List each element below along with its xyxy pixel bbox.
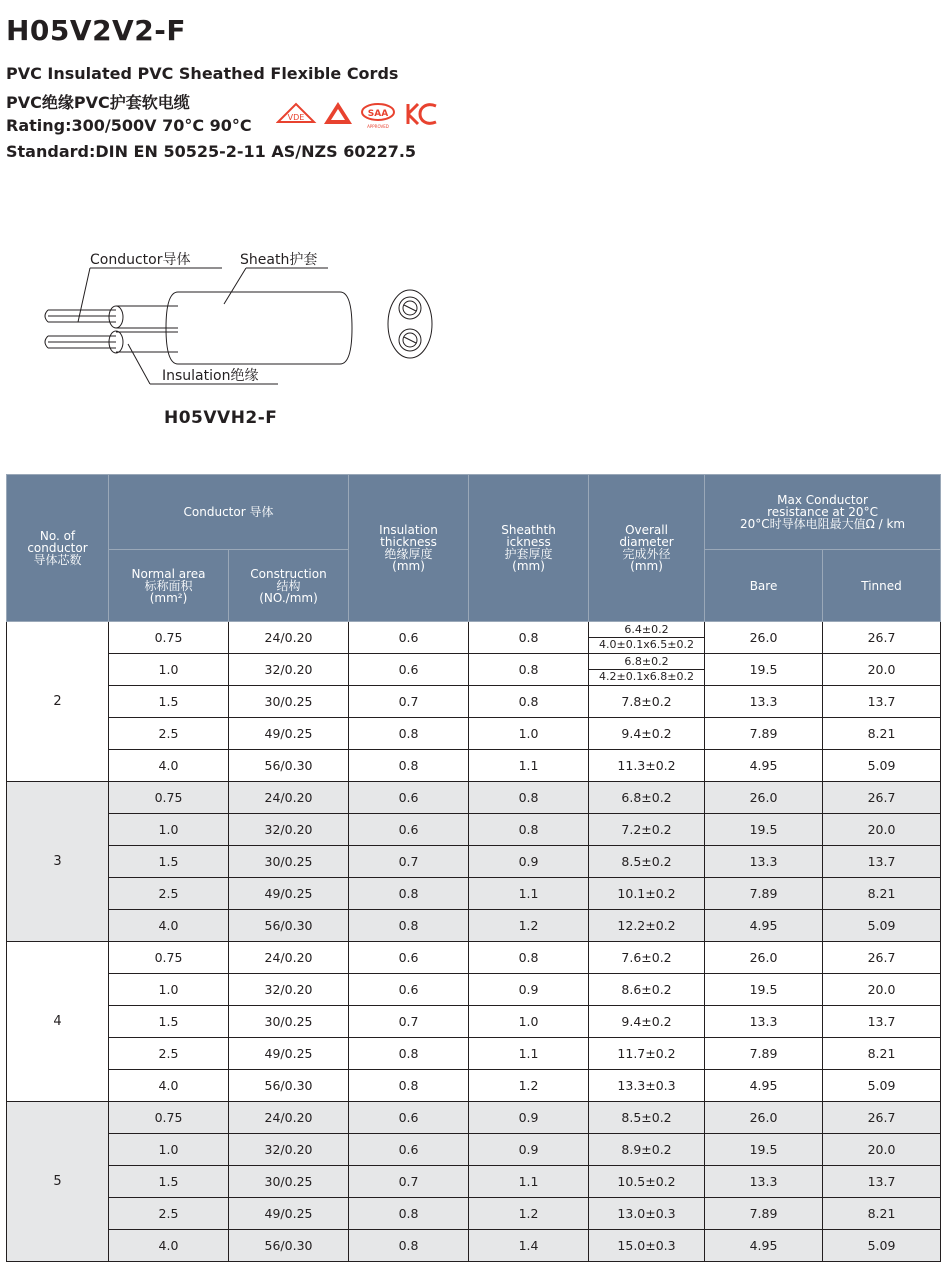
cell-tinned: 20.0 bbox=[823, 654, 941, 686]
diagram-caption: H05VVH2-F bbox=[164, 408, 278, 428]
cell-sheath: 1.2 bbox=[469, 1070, 589, 1102]
kc-mark-icon bbox=[408, 104, 436, 124]
cell-cores: 3 bbox=[7, 782, 109, 942]
cell-sheath: 1.1 bbox=[469, 878, 589, 910]
cell-overall: 7.2±0.2 bbox=[589, 814, 705, 846]
table-row bbox=[7, 718, 941, 750]
cell-sheath: 1.4 bbox=[469, 1230, 589, 1262]
cell-tinned: 5.09 bbox=[823, 750, 941, 782]
cell-overall: 13.0±0.3 bbox=[589, 1198, 705, 1230]
cell-insulation: 0.8 bbox=[349, 910, 469, 942]
cell-overall bbox=[589, 654, 705, 686]
cell-sheath: 0.8 bbox=[469, 654, 589, 686]
cell-bare: 19.5 bbox=[705, 654, 823, 686]
table-row bbox=[7, 1134, 941, 1166]
cell-tinned: 13.7 bbox=[823, 686, 941, 718]
cell-bare: 13.3 bbox=[705, 846, 823, 878]
header-insulation-thickness: Insulation thickness 绝缘厚度 (mm) bbox=[349, 475, 469, 622]
cell-overall: 6.8±0.2 bbox=[589, 782, 705, 814]
cell-bare: 4.95 bbox=[705, 910, 823, 942]
header-resistance-group: Max Conductor resistance at 20°C 20°C时导体电阻最大值Ω / km bbox=[705, 475, 941, 550]
saa-mark-icon bbox=[362, 104, 394, 129]
cell-tinned: 20.0 bbox=[823, 974, 941, 1006]
subtitle-chinese: PVC绝缘PVC护套软电缆 bbox=[6, 93, 190, 112]
table-row bbox=[7, 750, 941, 782]
cell-bare: 19.5 bbox=[705, 814, 823, 846]
cell-sheath: 0.9 bbox=[469, 974, 589, 1006]
cell-tinned: 8.21 bbox=[823, 1038, 941, 1070]
cell-tinned: 5.09 bbox=[823, 1070, 941, 1102]
cell-cores: 5 bbox=[7, 1102, 109, 1262]
cell-overall: 10.1±0.2 bbox=[589, 878, 705, 910]
cell-insulation: 0.6 bbox=[349, 1134, 469, 1166]
header-sheath-thickness: Sheathth ickness 护套厚度 (mm) bbox=[469, 475, 589, 622]
cell-construction: 30/0.25 bbox=[229, 686, 349, 718]
cell-overall: 8.5±0.2 bbox=[589, 1102, 705, 1134]
cell-sheath: 0.8 bbox=[469, 686, 589, 718]
cell-area: 1.0 bbox=[109, 654, 229, 686]
table-row bbox=[7, 622, 941, 654]
cell-construction: 49/0.25 bbox=[229, 1198, 349, 1230]
cell-area: 2.5 bbox=[109, 1198, 229, 1230]
cell-bare: 19.5 bbox=[705, 974, 823, 1006]
cell-area: 1.5 bbox=[109, 1006, 229, 1038]
cell-insulation: 0.7 bbox=[349, 1166, 469, 1198]
cell-insulation: 0.6 bbox=[349, 782, 469, 814]
cell-construction: 56/0.30 bbox=[229, 910, 349, 942]
standard-text: Standard:DIN EN 50525-2-11 AS/NZS 60227.5 bbox=[6, 142, 417, 161]
cell-area: 0.75 bbox=[109, 1102, 229, 1134]
cell-tinned: 5.09 bbox=[823, 1230, 941, 1262]
svg-text:SAA: SAA bbox=[367, 109, 389, 119]
cell-area: 4.0 bbox=[109, 1070, 229, 1102]
cell-area: 2.5 bbox=[109, 1038, 229, 1070]
cell-construction: 24/0.20 bbox=[229, 1102, 349, 1134]
table-row bbox=[7, 1230, 941, 1262]
table-row bbox=[7, 1166, 941, 1198]
label-sheath: Sheath护套 bbox=[240, 252, 318, 268]
cell-insulation: 0.8 bbox=[349, 878, 469, 910]
ccc-mark-icon bbox=[324, 102, 352, 124]
cell-sheath: 1.1 bbox=[469, 750, 589, 782]
specification-table bbox=[6, 474, 941, 1262]
cell-area: 2.5 bbox=[109, 878, 229, 910]
cell-insulation: 0.6 bbox=[349, 622, 469, 654]
table-row bbox=[7, 846, 941, 878]
cell-insulation: 0.8 bbox=[349, 1198, 469, 1230]
cell-area: 0.75 bbox=[109, 942, 229, 974]
cell-overall: 11.3±0.2 bbox=[589, 750, 705, 782]
cell-area: 1.0 bbox=[109, 814, 229, 846]
cell-construction: 30/0.25 bbox=[229, 1166, 349, 1198]
cell-sheath: 1.1 bbox=[469, 1166, 589, 1198]
cell-overall: 8.9±0.2 bbox=[589, 1134, 705, 1166]
cell-tinned: 26.7 bbox=[823, 782, 941, 814]
cell-area: 2.5 bbox=[109, 718, 229, 750]
header-conductor-group: Conductor 导体 bbox=[109, 475, 349, 550]
cell-construction: 30/0.25 bbox=[229, 1006, 349, 1038]
table-row bbox=[7, 1006, 941, 1038]
certification-marks bbox=[276, 98, 444, 132]
label-conductor: Conductor导体 bbox=[90, 252, 191, 268]
header-overall-diameter: Overall diameter 完成外径 (mm) bbox=[589, 475, 705, 622]
cell-area: 1.0 bbox=[109, 974, 229, 1006]
table-row bbox=[7, 686, 941, 718]
cell-tinned: 8.21 bbox=[823, 718, 941, 750]
table-row bbox=[7, 1198, 941, 1230]
cell-construction: 49/0.25 bbox=[229, 718, 349, 750]
cell-tinned: 13.7 bbox=[823, 846, 941, 878]
cell-sheath: 0.9 bbox=[469, 1134, 589, 1166]
cell-cores: 2 bbox=[7, 622, 109, 782]
table-row bbox=[7, 1038, 941, 1070]
cell-overall bbox=[589, 622, 705, 654]
svg-text:VDE: VDE bbox=[287, 113, 305, 122]
cell-sheath: 1.2 bbox=[469, 1198, 589, 1230]
cell-construction: 32/0.20 bbox=[229, 654, 349, 686]
table-body bbox=[7, 622, 941, 1262]
cell-insulation: 0.8 bbox=[349, 1230, 469, 1262]
cell-sheath: 0.9 bbox=[469, 846, 589, 878]
cell-insulation: 0.6 bbox=[349, 1102, 469, 1134]
cell-bare: 13.3 bbox=[705, 1006, 823, 1038]
cell-sheath: 0.8 bbox=[469, 814, 589, 846]
cell-bare: 26.0 bbox=[705, 782, 823, 814]
cell-tinned: 26.7 bbox=[823, 622, 941, 654]
table-header bbox=[7, 475, 941, 622]
cell-overall: 15.0±0.3 bbox=[589, 1230, 705, 1262]
label-insulation: Insulation绝缘 bbox=[162, 368, 259, 384]
cell-cores: 4 bbox=[7, 942, 109, 1102]
cell-construction: 56/0.30 bbox=[229, 1070, 349, 1102]
cell-sheath: 1.2 bbox=[469, 910, 589, 942]
cell-tinned: 8.21 bbox=[823, 1198, 941, 1230]
cell-construction: 32/0.20 bbox=[229, 974, 349, 1006]
cell-construction: 49/0.25 bbox=[229, 1038, 349, 1070]
cell-overall-primary: 6.4±0.2 bbox=[589, 623, 704, 638]
cell-construction: 56/0.30 bbox=[229, 750, 349, 782]
vde-mark-icon bbox=[278, 104, 314, 122]
cell-bare: 26.0 bbox=[705, 622, 823, 654]
cell-tinned: 13.7 bbox=[823, 1166, 941, 1198]
cell-area: 4.0 bbox=[109, 750, 229, 782]
cell-bare: 26.0 bbox=[705, 942, 823, 974]
cell-bare: 7.89 bbox=[705, 1198, 823, 1230]
cell-bare: 7.89 bbox=[705, 718, 823, 750]
cell-insulation: 0.8 bbox=[349, 1038, 469, 1070]
cell-bare: 4.95 bbox=[705, 1230, 823, 1262]
cell-tinned: 5.09 bbox=[823, 910, 941, 942]
cell-bare: 26.0 bbox=[705, 1102, 823, 1134]
cell-insulation: 0.7 bbox=[349, 686, 469, 718]
cell-bare: 19.5 bbox=[705, 1134, 823, 1166]
cell-overall: 13.3±0.3 bbox=[589, 1070, 705, 1102]
table-row bbox=[7, 910, 941, 942]
cell-insulation: 0.7 bbox=[349, 1006, 469, 1038]
cell-construction: 24/0.20 bbox=[229, 782, 349, 814]
cell-tinned: 26.7 bbox=[823, 1102, 941, 1134]
table-row bbox=[7, 878, 941, 910]
cell-overall-primary: 6.8±0.2 bbox=[589, 655, 704, 670]
cell-construction: 24/0.20 bbox=[229, 622, 349, 654]
header-tinned: Tinned bbox=[823, 550, 941, 622]
cell-sheath: 1.0 bbox=[469, 1006, 589, 1038]
cell-tinned: 8.21 bbox=[823, 878, 941, 910]
cell-construction: 56/0.30 bbox=[229, 1230, 349, 1262]
table-row bbox=[7, 782, 941, 814]
cell-construction: 30/0.25 bbox=[229, 846, 349, 878]
cell-overall: 7.8±0.2 bbox=[589, 686, 705, 718]
header-normal-area: Normal area 标称面积 (mm²) bbox=[109, 550, 229, 622]
cell-insulation: 0.6 bbox=[349, 974, 469, 1006]
cell-bare: 4.95 bbox=[705, 1070, 823, 1102]
cell-bare: 7.89 bbox=[705, 878, 823, 910]
subtitle-english: PVC Insulated PVC Sheathed Flexible Cords bbox=[6, 64, 399, 83]
cell-bare: 13.3 bbox=[705, 1166, 823, 1198]
cell-overall: 9.4±0.2 bbox=[589, 1006, 705, 1038]
cell-insulation: 0.6 bbox=[349, 942, 469, 974]
cell-overall-flat: 4.0±0.1x6.5±0.2 bbox=[599, 638, 694, 651]
cell-overall: 9.4±0.2 bbox=[589, 718, 705, 750]
cell-overall: 7.6±0.2 bbox=[589, 942, 705, 974]
cell-construction: 32/0.20 bbox=[229, 814, 349, 846]
cell-overall: 12.2±0.2 bbox=[589, 910, 705, 942]
cell-sheath: 0.8 bbox=[469, 942, 589, 974]
cell-overall: 8.5±0.2 bbox=[589, 846, 705, 878]
cell-area: 0.75 bbox=[109, 622, 229, 654]
cell-tinned: 13.7 bbox=[823, 1006, 941, 1038]
cell-insulation: 0.8 bbox=[349, 1070, 469, 1102]
cell-bare: 13.3 bbox=[705, 686, 823, 718]
table-row bbox=[7, 1070, 941, 1102]
table-row bbox=[7, 942, 941, 974]
cell-area: 1.5 bbox=[109, 686, 229, 718]
rating-text: Rating:300/500V 70°C 90°C bbox=[6, 116, 252, 135]
cell-bare: 7.89 bbox=[705, 1038, 823, 1070]
table-row bbox=[7, 654, 941, 686]
cell-construction: 49/0.25 bbox=[229, 878, 349, 910]
cell-area: 1.5 bbox=[109, 846, 229, 878]
cell-area: 1.0 bbox=[109, 1134, 229, 1166]
cell-tinned: 26.7 bbox=[823, 942, 941, 974]
cell-sheath: 1.1 bbox=[469, 1038, 589, 1070]
cell-sheath: 0.8 bbox=[469, 782, 589, 814]
cell-overall: 8.6±0.2 bbox=[589, 974, 705, 1006]
cell-sheath: 0.9 bbox=[469, 1102, 589, 1134]
table-row bbox=[7, 974, 941, 1006]
cell-sheath: 0.8 bbox=[469, 622, 589, 654]
cell-tinned: 20.0 bbox=[823, 1134, 941, 1166]
cell-construction: 24/0.20 bbox=[229, 942, 349, 974]
page-title: H05V2V2-F bbox=[6, 14, 186, 47]
header-bare: Bare bbox=[705, 550, 823, 622]
svg-text:APPROVED: APPROVED bbox=[367, 124, 389, 129]
cell-area: 0.75 bbox=[109, 782, 229, 814]
cell-insulation: 0.8 bbox=[349, 750, 469, 782]
cell-insulation: 0.6 bbox=[349, 814, 469, 846]
cell-insulation: 0.6 bbox=[349, 654, 469, 686]
table-row bbox=[7, 1102, 941, 1134]
table-row bbox=[7, 814, 941, 846]
cell-area: 4.0 bbox=[109, 1230, 229, 1262]
header-construction: Construction 结构 (NO./mm) bbox=[229, 550, 349, 622]
cell-insulation: 0.7 bbox=[349, 846, 469, 878]
cell-overall: 11.7±0.2 bbox=[589, 1038, 705, 1070]
cell-overall-flat: 4.2±0.1x6.8±0.2 bbox=[599, 670, 694, 683]
cell-tinned: 20.0 bbox=[823, 814, 941, 846]
header-no-of-conductor: No. of conductor 导体芯数 bbox=[7, 475, 109, 622]
cell-area: 4.0 bbox=[109, 910, 229, 942]
cell-overall: 10.5±0.2 bbox=[589, 1166, 705, 1198]
cell-sheath: 1.0 bbox=[469, 718, 589, 750]
cell-area: 1.5 bbox=[109, 1166, 229, 1198]
cell-bare: 4.95 bbox=[705, 750, 823, 782]
cell-construction: 32/0.20 bbox=[229, 1134, 349, 1166]
cell-insulation: 0.8 bbox=[349, 718, 469, 750]
